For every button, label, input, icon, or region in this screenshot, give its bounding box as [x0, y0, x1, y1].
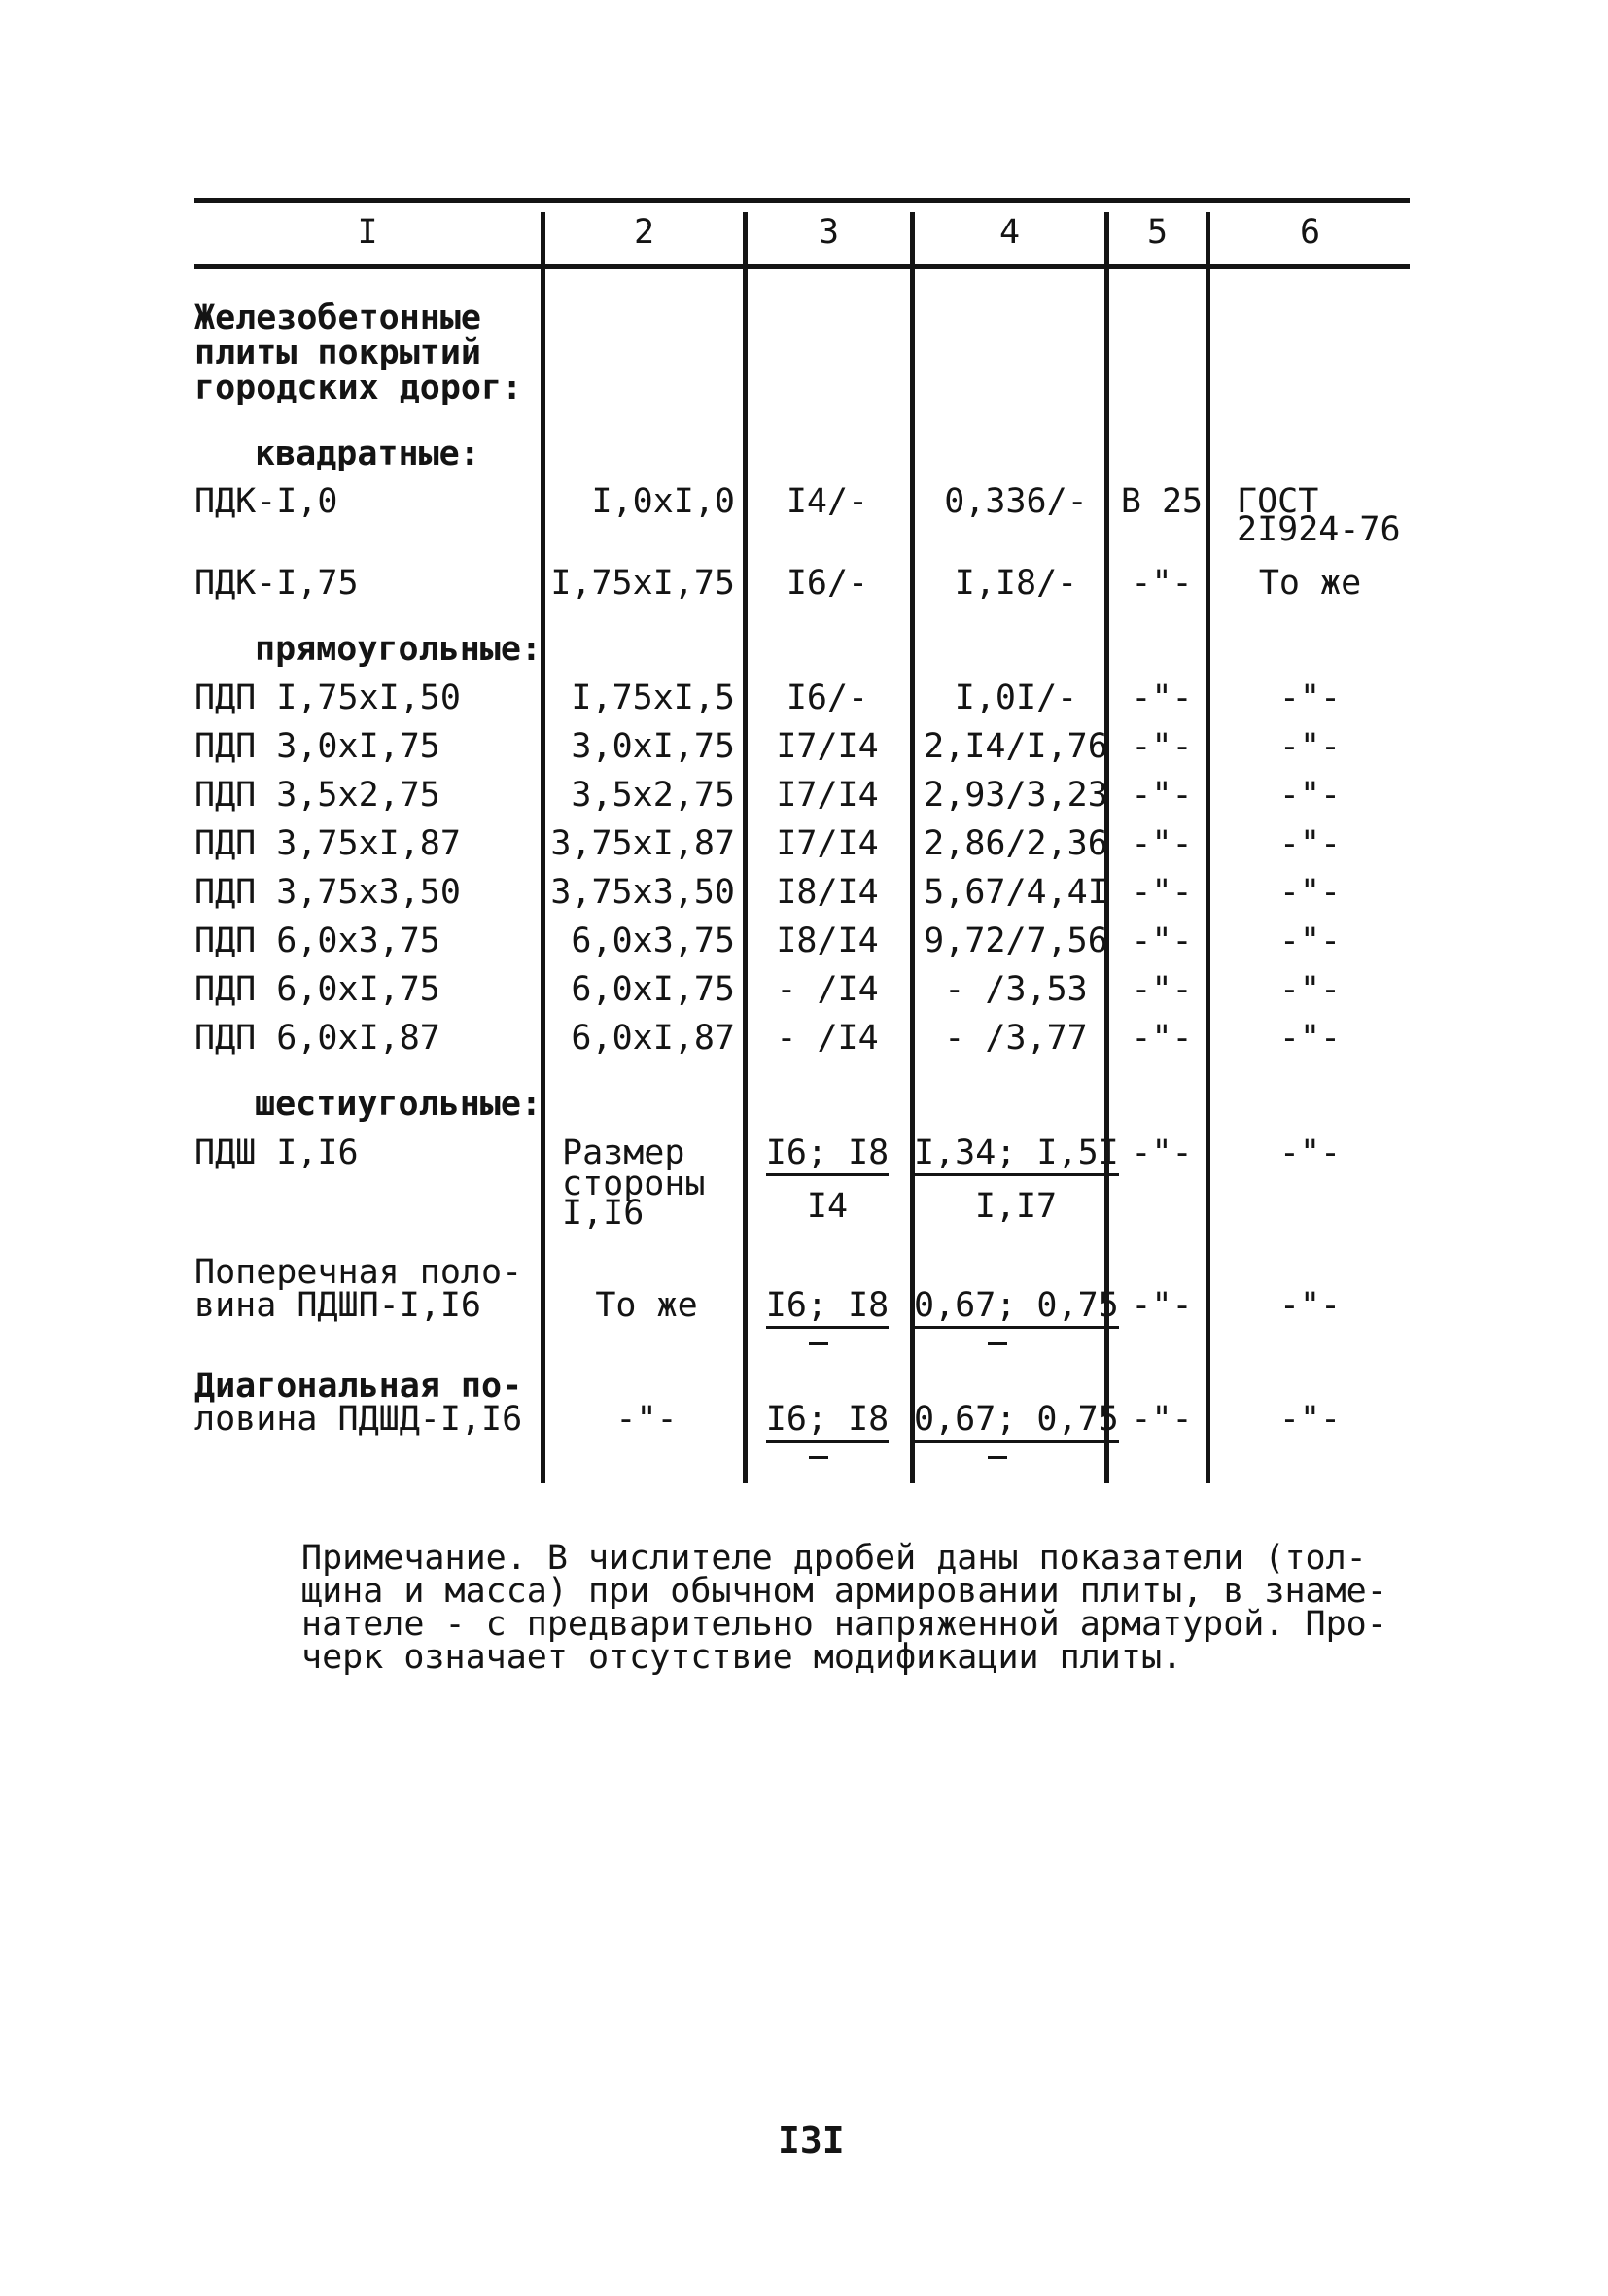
column-divider-2: [743, 212, 748, 1483]
row-diagonal-half-name-line-1: Диагональная по-: [194, 1367, 523, 1406]
column-header-5: 5: [1146, 213, 1169, 252]
row-mass: - /3,77: [944, 1019, 1088, 1058]
row-pdk-1-0-name: ПДК-I,0: [194, 482, 338, 521]
row-col6: -"-: [1278, 824, 1342, 863]
group-heading-line-3: городских дорог:: [194, 368, 523, 407]
group-heading-line-1: Железобетонные: [194, 298, 482, 337]
thickness-denominator-dash: [809, 1456, 828, 1459]
row-pdk-1-0-mass: 0,336/-: [944, 482, 1088, 521]
row-name: ПДП 3,0xI,75: [194, 727, 440, 766]
row-thickness: I7/I4: [776, 776, 879, 815]
row-name: ПДП 6,0xI,87: [194, 1019, 440, 1058]
thickness-numerator-text: I6; I8: [766, 1400, 889, 1443]
mass-denominator-dash: [988, 1456, 1007, 1459]
row-col6: -"-: [1278, 776, 1342, 815]
row-transverse-half-mass-numerator: [914, 1287, 1118, 1324]
row-thickness: I6/-: [786, 678, 869, 717]
section-heading-square: квадратные:: [255, 435, 480, 473]
row-transverse-half-name-line-1: Поперечная поло-: [194, 1253, 523, 1292]
row-col6: -"-: [1278, 678, 1342, 717]
note-line: Примечание. В числителе дробей даны показатели (тол-: [301, 1539, 1367, 1578]
row-pdsh-size-line-1: Размер: [562, 1133, 685, 1172]
row-pdk-1-75-name: ПДК-I,75: [194, 564, 359, 603]
row-size: 3,75xI,87: [550, 824, 735, 863]
row-name: ПДП 6,0x3,75: [194, 922, 440, 960]
note-line: нателе - с предварительно напряженной арматурой. Про-: [301, 1605, 1387, 1644]
row-pdk-1-0-thickness: I4/-: [786, 482, 869, 521]
row-col6: -"-: [1278, 727, 1342, 766]
row-transverse-half-name-line-2: вина ПДШП-I,I6: [194, 1286, 482, 1325]
row-pdsh-mass-numerator: [914, 1134, 1118, 1171]
row-pdk-1-75-thickness: I6/-: [786, 564, 869, 603]
row-pdk-1-0-standard-line-1: ГОСТ: [1237, 482, 1319, 521]
row-diagonal-half-col6: -"-: [1278, 1400, 1342, 1439]
row-pdsh-mass-denominator: I,I7: [974, 1187, 1058, 1226]
note-line: черк означает отсутствие модификации плиты.: [301, 1638, 1183, 1677]
row-pdsh-col5: -"-: [1131, 1133, 1193, 1172]
row-col5: -"-: [1131, 922, 1193, 960]
section-heading-rectangular: прямоугольные:: [255, 630, 542, 669]
row-pdsh-thickness-numerator: [754, 1134, 900, 1171]
column-header-3: 3: [818, 213, 840, 252]
row-mass: I,0I/-: [954, 678, 1078, 717]
row-size: I,75xI,5: [571, 678, 735, 717]
row-pdsh-thickness-denominator: I4: [806, 1187, 849, 1226]
table-note: [301, 1539, 1400, 1677]
row-pdk-1-0-class: В 25: [1120, 482, 1204, 521]
row-transverse-half-col6: -"-: [1278, 1286, 1342, 1325]
mass-numerator-text: 0,67; 0,75: [914, 1400, 1119, 1443]
row-pdk-1-0-standard-line-2: 2I924-76: [1237, 510, 1401, 549]
row-thickness: I8/I4: [776, 873, 879, 912]
row-pdk-1-75-size: I,75xI,75: [550, 564, 735, 603]
row-col6: -"-: [1278, 970, 1342, 1009]
row-diagonal-half-size: -"-: [615, 1400, 678, 1439]
row-diagonal-half-mass-numerator: [914, 1401, 1118, 1438]
row-mass: 2,I4/I,76: [924, 727, 1108, 766]
row-mass: 9,72/7,56: [924, 922, 1108, 960]
column-divider-5: [1206, 212, 1210, 1483]
row-pdsh-col6: -"-: [1278, 1133, 1342, 1172]
row-name: ПДП 3,75x3,50: [194, 873, 461, 912]
row-name: ПДП 3,5x2,75: [194, 776, 440, 815]
row-col5: -"-: [1131, 1019, 1193, 1058]
thickness-numerator-text: I6; I8: [766, 1133, 889, 1176]
note-line: щина и масса) при обычном армировании плиты, в знаме-: [301, 1572, 1387, 1611]
row-size: 6,0xI,87: [571, 1019, 735, 1058]
row-col5: -"-: [1131, 776, 1193, 815]
row-diagonal-half-name-line-2: ловина ПДШД-I,I6: [194, 1400, 523, 1439]
mass-numerator-text: I,34; I,5I: [914, 1133, 1119, 1176]
row-thickness: I7/I4: [776, 824, 879, 863]
thickness-denominator-dash: [809, 1342, 828, 1345]
row-col5: -"-: [1131, 970, 1193, 1009]
row-col5: -"-: [1131, 824, 1193, 863]
row-col6: -"-: [1278, 873, 1342, 912]
row-transverse-half-col5: -"-: [1131, 1286, 1193, 1325]
row-size: 3,0xI,75: [571, 727, 735, 766]
thickness-numerator-text: I6; I8: [766, 1286, 889, 1329]
page-number: I3I: [778, 2119, 845, 2162]
row-pdk-1-75-mass: I,I8/-: [954, 564, 1078, 603]
section-heading-hexagonal: шестиугольные:: [255, 1085, 542, 1124]
row-mass: 2,86/2,36: [924, 824, 1108, 863]
row-thickness: - /I4: [776, 970, 879, 1009]
row-name: ПДП 3,75xI,87: [194, 824, 461, 863]
row-col5: -"-: [1131, 678, 1193, 717]
row-col6: -"-: [1278, 922, 1342, 960]
row-transverse-half-thickness-numerator: [754, 1287, 900, 1324]
row-size: 3,75x3,50: [550, 873, 735, 912]
row-pdk-1-0-size: I,0xI,0: [591, 482, 735, 521]
row-col5: -"-: [1131, 873, 1193, 912]
row-name: ПДП 6,0xI,75: [194, 970, 440, 1009]
row-pdsh-size-line-2: стороны: [562, 1165, 706, 1203]
row-mass: 5,67/4,4I: [924, 873, 1108, 912]
row-size: 6,0x3,75: [571, 922, 735, 960]
mass-denominator-dash: [988, 1342, 1007, 1345]
row-mass: 2,93/3,23: [924, 776, 1108, 815]
row-thickness: - /I4: [776, 1019, 879, 1058]
column-header-4: 4: [998, 213, 1021, 252]
row-diagonal-half-col5: -"-: [1131, 1400, 1193, 1439]
row-size: 6,0xI,75: [571, 970, 735, 1009]
row-pdsh-size-line-3: I,I6: [562, 1194, 645, 1233]
row-thickness: I8/I4: [776, 922, 879, 960]
row-pdk-1-75-col5: -"-: [1131, 564, 1193, 603]
row-col5: -"-: [1131, 727, 1193, 766]
row-diagonal-half-thickness-numerator: [754, 1401, 900, 1438]
row-transverse-half-size: То же: [595, 1286, 698, 1325]
column-header-6: 6: [1299, 213, 1321, 252]
mass-numerator-text: 0,67; 0,75: [914, 1286, 1119, 1329]
row-thickness: I7/I4: [776, 727, 879, 766]
row-name: ПДП I,75xI,50: [194, 678, 461, 717]
column-header-2: 2: [633, 213, 655, 252]
table-header-rule: [194, 264, 1410, 269]
row-pdsh-name: ПДШ I,I6: [194, 1133, 359, 1172]
row-col6: -"-: [1278, 1019, 1342, 1058]
row-mass: - /3,53: [944, 970, 1088, 1009]
table-top-rule: [194, 198, 1410, 203]
row-size: 3,5x2,75: [571, 776, 735, 815]
column-header-1: I: [357, 213, 378, 252]
group-heading-line-2: плиты покрытий: [194, 333, 482, 372]
row-pdk-1-75-col6: То же: [1258, 564, 1362, 603]
